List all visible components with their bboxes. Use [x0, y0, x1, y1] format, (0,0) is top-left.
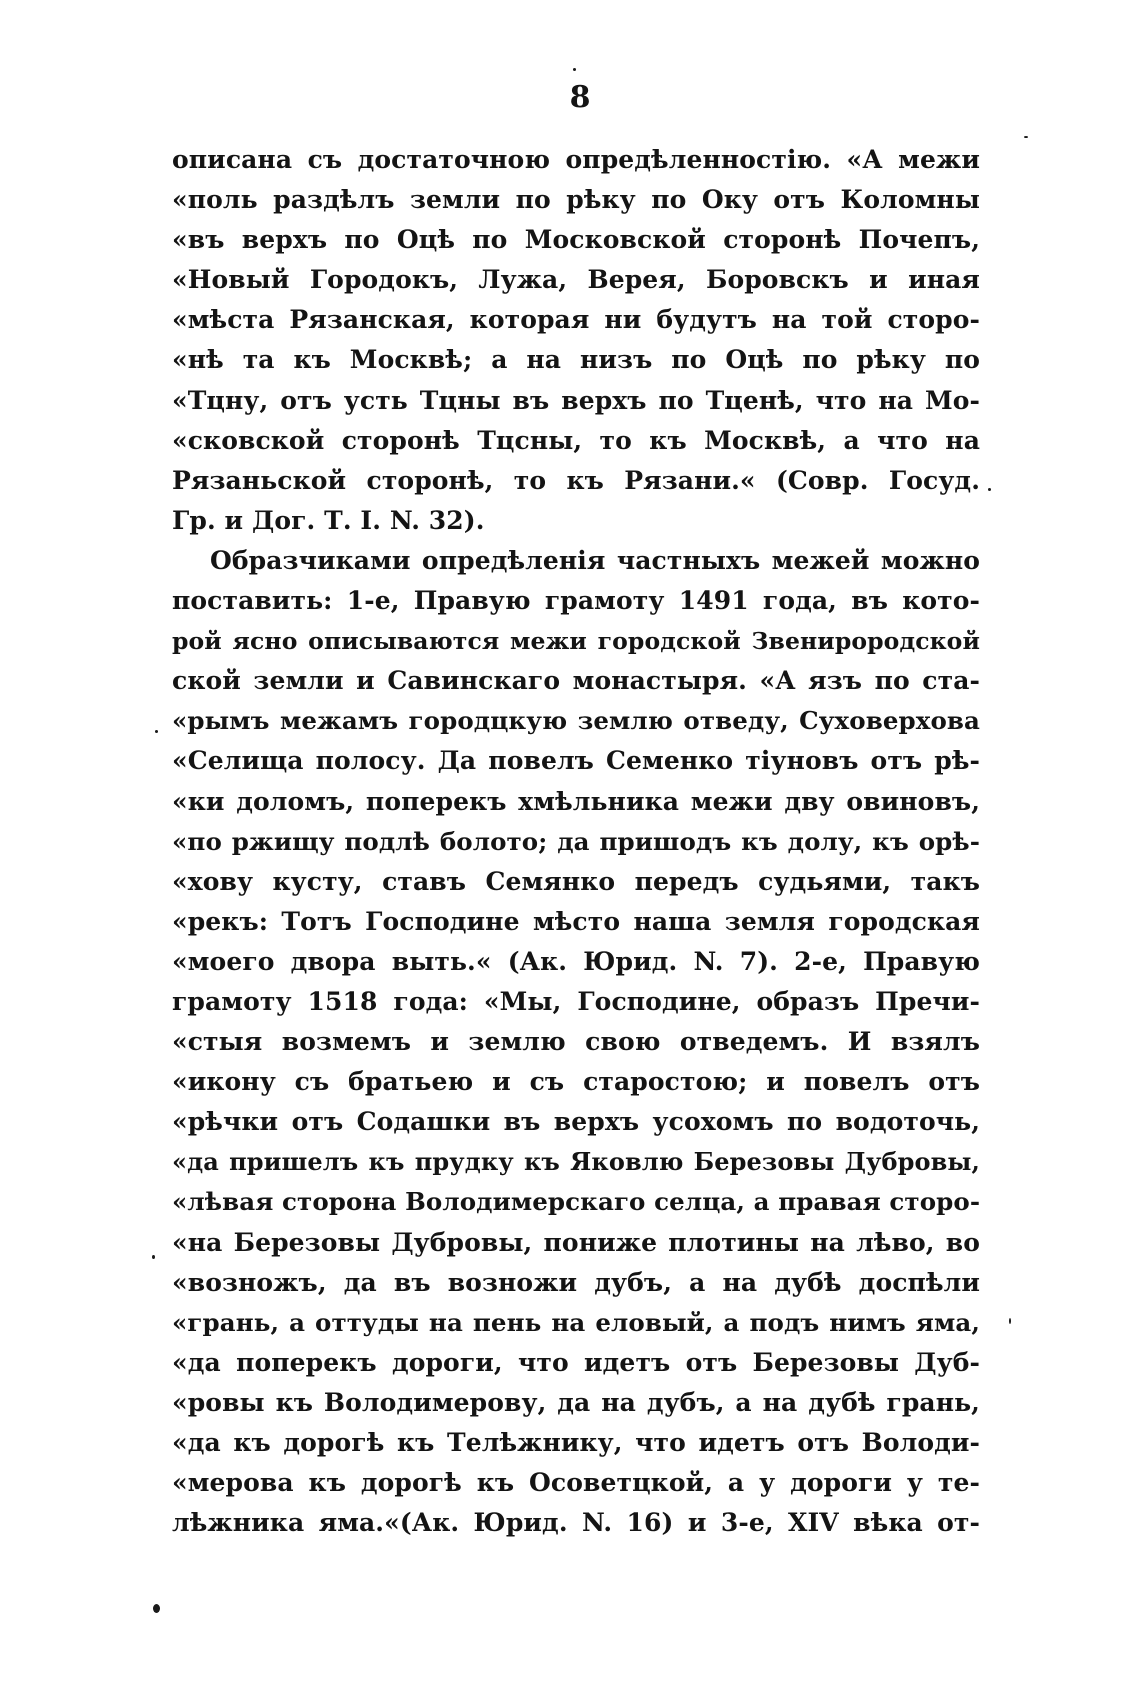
text-line: «моего двора выть.« (Ак. Юрид. N. 7). 2-е, Правую — [172, 946, 980, 976]
text-line: «да поперекъ дороги, что идетъ отъ Березовы Дуб- — [172, 1347, 980, 1377]
page-number: 8 — [569, 80, 591, 115]
text-line: «поль раздѣлъ земли по рѣку по Оку отъ Коломны — [172, 185, 980, 215]
paragraph-2 — [172, 541, 980, 1543]
body-text — [172, 140, 980, 1543]
scan-speck — [988, 488, 991, 491]
text-line: Гр. и Дог. Т. I. N. 32). — [172, 505, 485, 535]
text-line: «хову кусту, ставъ Семянко передъ судьями, такъ — [172, 866, 980, 896]
text-line: поставить: 1-е, Правую грамоту 1491 года, въ кото- — [172, 586, 980, 616]
text-line: «рекъ: Тотъ Господине мѣсто наша земля городская — [172, 906, 980, 936]
scan-speck — [155, 730, 158, 733]
text-line: лѣжника яма.«(Ак. Юрид. N. 16) и 3-е, XIV вѣка от- — [172, 1508, 980, 1538]
text-line: «рымъ межамъ городцкую землю отведу, Суховерхова — [172, 706, 980, 736]
text-line: «стыя возмемъ и землю свою отведемъ. И взялъ — [172, 1027, 980, 1057]
text-line: «мѣста Рязанская, которая ни будутъ на той сторо- — [172, 305, 980, 335]
scan-speck — [1024, 136, 1028, 138]
text-line: «грань, а оттуды на пень на еловый, а подъ нимъ яма, — [172, 1307, 980, 1337]
text-line: «Селища полосу. Да повелъ Семенко тіуновъ отъ рѣ- — [172, 746, 980, 776]
text-line: Рязаньской сторонѣ, то къ Рязани.« (Совр. Госуд. — [172, 465, 980, 495]
text-line: «ки доломъ, поперекъ хмѣльника межи дву овиновъ, — [172, 786, 980, 816]
text-line: «Новый Городокъ, Лужа, Верея, Боровскъ и иная — [172, 265, 980, 295]
paragraph-1 — [172, 140, 980, 541]
text-line: «рѣчки отъ Содашки въ верхъ усохомъ по водоточь, — [172, 1107, 980, 1137]
text-line: «по ржищу подлѣ болото; да пришодъ къ долу, къ орѣ- — [172, 826, 980, 856]
text-line: ской земли и Савинскаго монастыря. «А язъ по ста- — [172, 666, 980, 696]
text-line: «въ верхъ по Оцѣ по Московской сторонѣ Почепъ, — [172, 225, 980, 255]
text-line: «нѣ та къ Москвѣ; а на низъ по Оцѣ по рѣку по — [172, 345, 980, 375]
text-line: «лѣвая сторона Володимерскаго селца, а правая сторо- — [172, 1187, 981, 1217]
text-line: «да пришелъ къ прудку къ Яковлю Березовы Дубровы, — [172, 1147, 980, 1177]
scan-speck — [152, 1255, 155, 1259]
text-line: «ровы къ Володимерову, да на дубъ, а на дубѣ грань, — [172, 1387, 980, 1417]
text-line: «сковской сторонѣ Тцсны, то къ Москвѣ, а что на — [172, 425, 980, 455]
text-line: рой ясно описываются межи городской Звенирородской — [172, 627, 980, 656]
text-line: «на Березовы Дубровы, пониже плотины на лѣво, во — [172, 1227, 980, 1257]
text-line: описана съ достаточною опредѣленностію. «А межи — [172, 145, 980, 174]
scan-speck — [1009, 1318, 1011, 1324]
scan-speck — [573, 68, 576, 71]
text-line: Образчиками опредѣленія частныхъ межей можно — [210, 545, 980, 575]
text-line: «мерова къ дорогѣ къ Осоветцкой, а у дороги у те- — [172, 1468, 980, 1498]
text-line: «Тцну, отъ усть Тцны въ верхъ по Тценѣ, что на Мо- — [172, 385, 980, 415]
text-line: «икону съ братьею и съ старостою; и повелъ отъ — [172, 1067, 980, 1097]
text-line: «да къ дорогѣ къ Телѣжнику, что идетъ отъ Володи- — [172, 1428, 980, 1457]
text-line: «возножъ, да въ возножи дубъ, а на дубѣ доспѣли — [172, 1267, 980, 1297]
text-line: грамоту 1518 года: «Мы, Господине, образъ Пречи- — [172, 986, 980, 1016]
scan-speck — [153, 1604, 160, 1613]
